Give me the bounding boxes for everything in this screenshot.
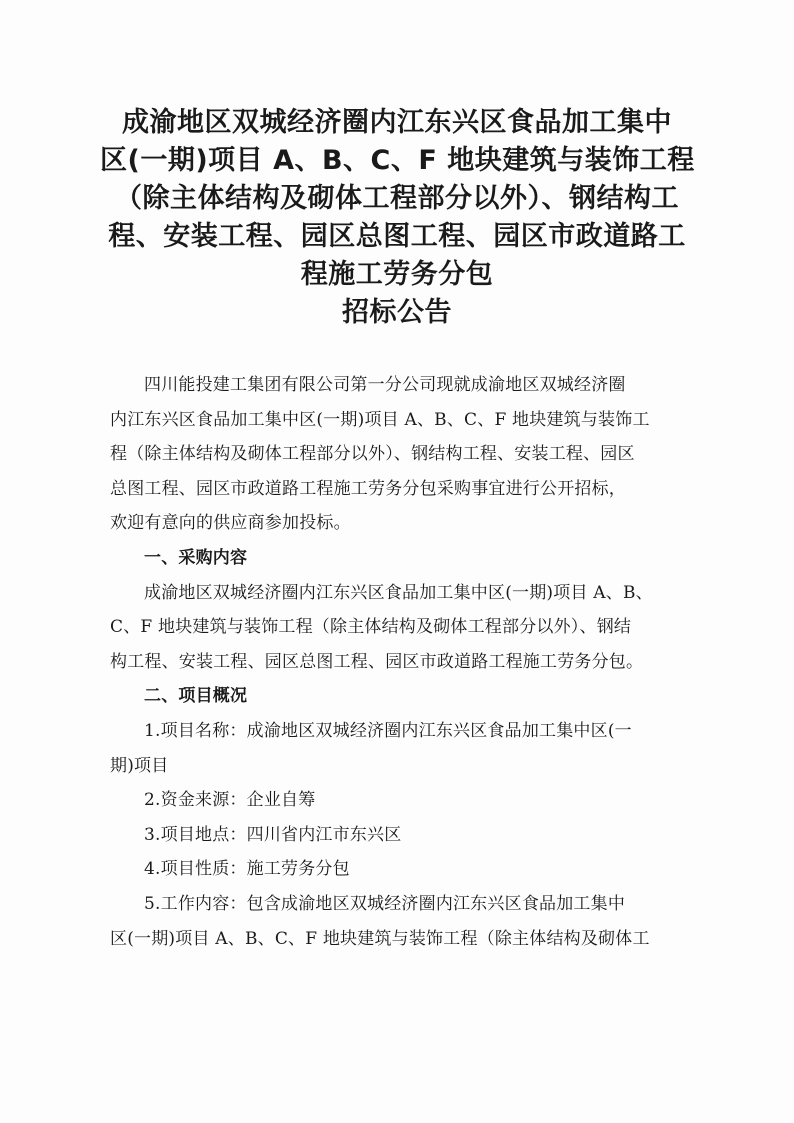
section-1-line-1: 成渝地区双城经济圈内江东兴区食品加工集中区(一期)项目 A、B、 <box>144 582 653 603</box>
document-title <box>100 104 694 332</box>
section-1-heading: 一、采购内容 <box>144 547 248 568</box>
intro-line-5: 欢迎有意向的供应商参加投标。 <box>110 513 351 534</box>
work-content-item <box>110 887 696 956</box>
title-line-2: 区(一期)项目 A、B、C、F 地块建筑与装饰工程 <box>100 145 695 176</box>
project-name-line-2: 期)项目 <box>110 755 169 776</box>
section-1-line-2: C、F 地块建筑与装饰工程（除主体结构及砌体工程部分以外）、钢结 <box>110 617 632 638</box>
title-line-1: 成渝地区双城经济圈内江东兴区食品加工集中 <box>122 107 672 138</box>
intro-paragraph <box>110 368 696 541</box>
work-content-line-1: 5.工作内容：包含成渝地区双城经济圈内江东兴区食品加工集中 <box>144 893 626 914</box>
section-1-paragraph <box>110 576 696 680</box>
intro-line-2: 内江东兴区食品加工集中区(一期)项目 A、B、C、F 地块建筑与装饰工 <box>110 409 650 430</box>
title-line-3: （除主体结构及砌体工程部分以外）、钢结构工 <box>115 183 679 214</box>
section-1-line-3: 构工程、安装工程、园区总图工程、园区市政道路工程施工劳务分包。 <box>110 651 644 672</box>
project-location-item: 3.项目地点：四川省内江市东兴区 <box>144 824 402 845</box>
document-body <box>110 368 696 956</box>
title-line-4: 程、安装工程、园区总图工程、园区市政道路工 <box>108 221 686 252</box>
project-nature-item: 4.项目性质：施工劳务分包 <box>144 859 350 880</box>
intro-line-1: 四川能投建工集团有限公司第一分公司现就成渝地区双城经济圈 <box>144 375 626 395</box>
intro-line-4: 总图工程、园区市政道路工程施工劳务分包采购事宜进行公开招标， <box>110 478 626 499</box>
project-name-item <box>110 714 696 783</box>
section-2-heading: 二、项目概况 <box>144 686 248 707</box>
intro-line-3: 程（除主体结构及砌体工程部分以外）、钢结构工程、安装工程、园区 <box>110 444 635 465</box>
project-name-line-1: 1.项目名称：成渝地区双城经济圈内江东兴区食品加工集中区(一 <box>144 720 632 741</box>
work-content-line-2: 区(一期)项目 A、B、C、F 地块建筑与装饰工程（除主体结构及砌体工 <box>110 928 650 949</box>
document-subtitle: 招标公告 <box>342 297 452 328</box>
funding-source-item: 2.资金来源：企业自筹 <box>144 790 316 811</box>
title-line-5: 程施工劳务分包 <box>300 259 494 290</box>
